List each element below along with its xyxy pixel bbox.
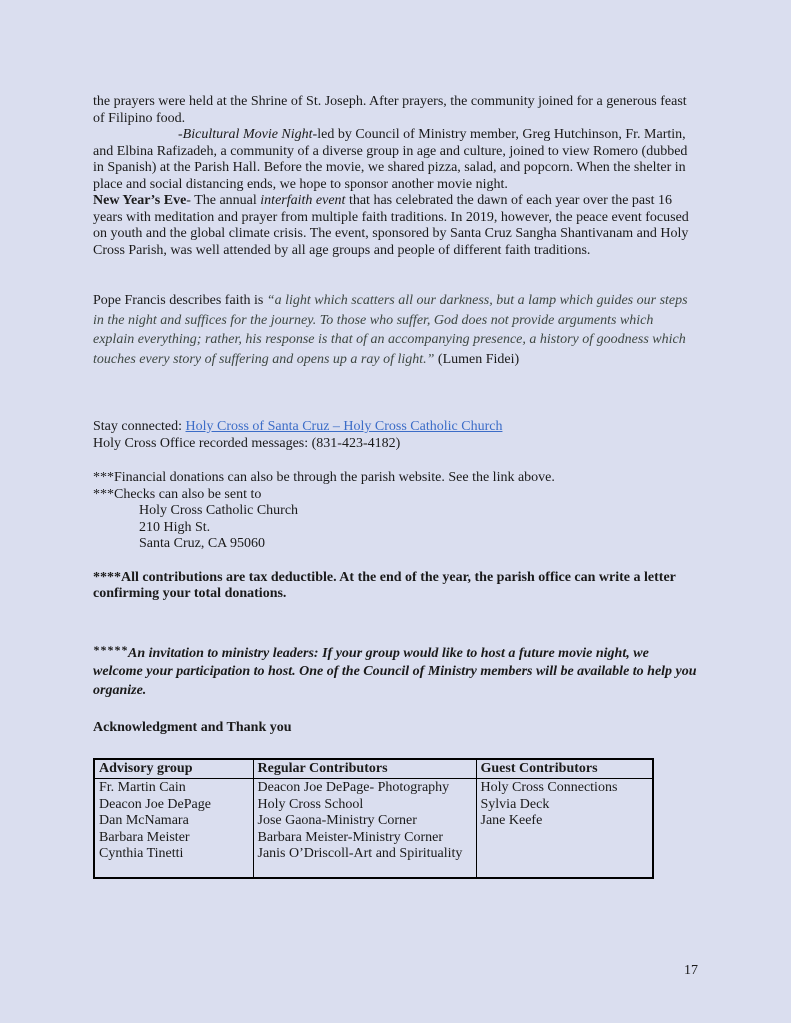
donations-line-1: ***Financial donations can also be through the parish website. See the link above.	[93, 470, 555, 485]
donations-block	[93, 470, 698, 553]
donations-line-2: ***Checks can also be sent to	[93, 486, 262, 502]
page-number: 17	[684, 962, 698, 978]
address-line-3: Santa Cruz, CA 95060	[139, 536, 265, 551]
movie-night-rest: -led by Council of Ministry member, Greg Hutchinson, Fr. Martin, and Elbina Rafizadeh, a community of a diverse group in age and culture, joined to view Romero (dubbed in Spanish) at the Parish Hall. Before the movie, we shared pizza, salad, and popcorn. When the shelter in place and social distancing ends, we hope to sponsor another movie night.	[93, 127, 688, 192]
advisory-member: Barbara Meister	[99, 829, 190, 845]
regular-contributor: Holy Cross School	[257, 796, 364, 812]
new-years-mid: - The annual	[186, 193, 261, 208]
parish-website-link[interactable]: Holy Cross of Santa Cruz – Holy Cross Catholic Church	[185, 419, 503, 434]
table-header-row	[94, 759, 653, 779]
regular-contributor: Deacon Joe DePage- Photography	[257, 780, 450, 795]
guest-contributor: Jane Keefe	[480, 813, 543, 828]
paragraph-feast	[93, 94, 698, 127]
invitation-text: An invitation to ministry leaders: If your group would like to host a future movie night, we welcome your participation to host. One of the Council of Ministry members will be available to help you organize.	[93, 645, 697, 698]
guest-contributor: Holy Cross Connections	[480, 780, 618, 795]
movie-night-dash: -	[178, 127, 183, 142]
advisory-member: Dan McNamara	[99, 813, 189, 828]
stay-connected-block	[93, 419, 698, 452]
new-years-rest: that has celebrated the dawn of each year over the past 16 years with meditation and prayer from multiple faith traditions. In 2019, however, the peace event focused on youth and the global climate crisis. The event, sponsored by Santa Cruz Sangha Shantivanam and Holy Cross Parish, was well attended by all age groups and people of different faith traditions.	[93, 193, 689, 258]
quote-attribution: (Lumen Fidei)	[434, 351, 520, 367]
new-years-lead: New Year’s Eve	[93, 193, 187, 208]
address-line-2: 210 High St.	[139, 519, 211, 535]
header-advisory-group: Advisory group	[94, 759, 253, 779]
guest-contributor: Sylvia Deck	[480, 796, 550, 812]
stay-connected-label: Stay connected:	[93, 419, 186, 434]
advisory-member: Cynthia Tinetti	[99, 846, 184, 861]
office-messages-line: Holy Cross Office recorded messages: (831-423-4182)	[93, 435, 401, 451]
paragraph-pope-francis-quote	[93, 291, 698, 369]
paragraph-tax-deductible: ****All contributions are tax deductible. At the end of the year, the parish office can write a letter confirming your total donations.	[93, 569, 676, 601]
movie-night-title: Bicultural Movie Night	[182, 127, 313, 142]
address-line-1: Holy Cross Catholic Church	[139, 503, 299, 518]
advisory-group-cell	[94, 779, 253, 878]
contributors-table	[93, 758, 654, 879]
regular-contributors-cell	[253, 779, 476, 878]
header-regular-contributors: Regular Contributors	[253, 759, 476, 779]
table-body-row	[94, 779, 653, 878]
feast-text: the prayers were held at the Shrine of St. Joseph. After prayers, the community joined for a generous feast of Filipino food.	[93, 94, 687, 126]
acknowledgment-heading: Acknowledgment and Thank you	[93, 720, 292, 735]
header-guest-contributors: Guest Contributors	[476, 759, 653, 779]
regular-contributor: Janis O’Driscoll-Art and Spirituality	[257, 846, 463, 861]
invitation-stars: *****	[93, 642, 128, 657]
new-years-italic: interfaith event	[260, 193, 346, 208]
advisory-member: Fr. Martin Cain	[99, 780, 186, 795]
regular-contributor: Barbara Meister-Ministry Corner	[257, 829, 444, 845]
paragraph-ministry-invitation	[93, 641, 698, 701]
stay-connected-line	[93, 419, 698, 436]
guest-contributors-cell	[476, 779, 653, 878]
paragraph-movie-night	[93, 127, 698, 193]
quote-lead: Pope Francis describes faith is	[93, 293, 267, 308]
regular-contributor: Jose Gaona-Ministry Corner	[257, 813, 417, 828]
paragraph-new-years-eve	[93, 193, 698, 259]
advisory-member: Deacon Joe DePage	[99, 796, 211, 812]
quote-text: “a light which scatters all our darkness, but a lamp which guides our steps in the night and suffices for the journey. To those who suffer, God does not provide arguments which explain everything; rather, his response is that of an accompanying presence, a history of goodness which touches every story of suffering and opens up a ray of light.”	[93, 293, 688, 367]
